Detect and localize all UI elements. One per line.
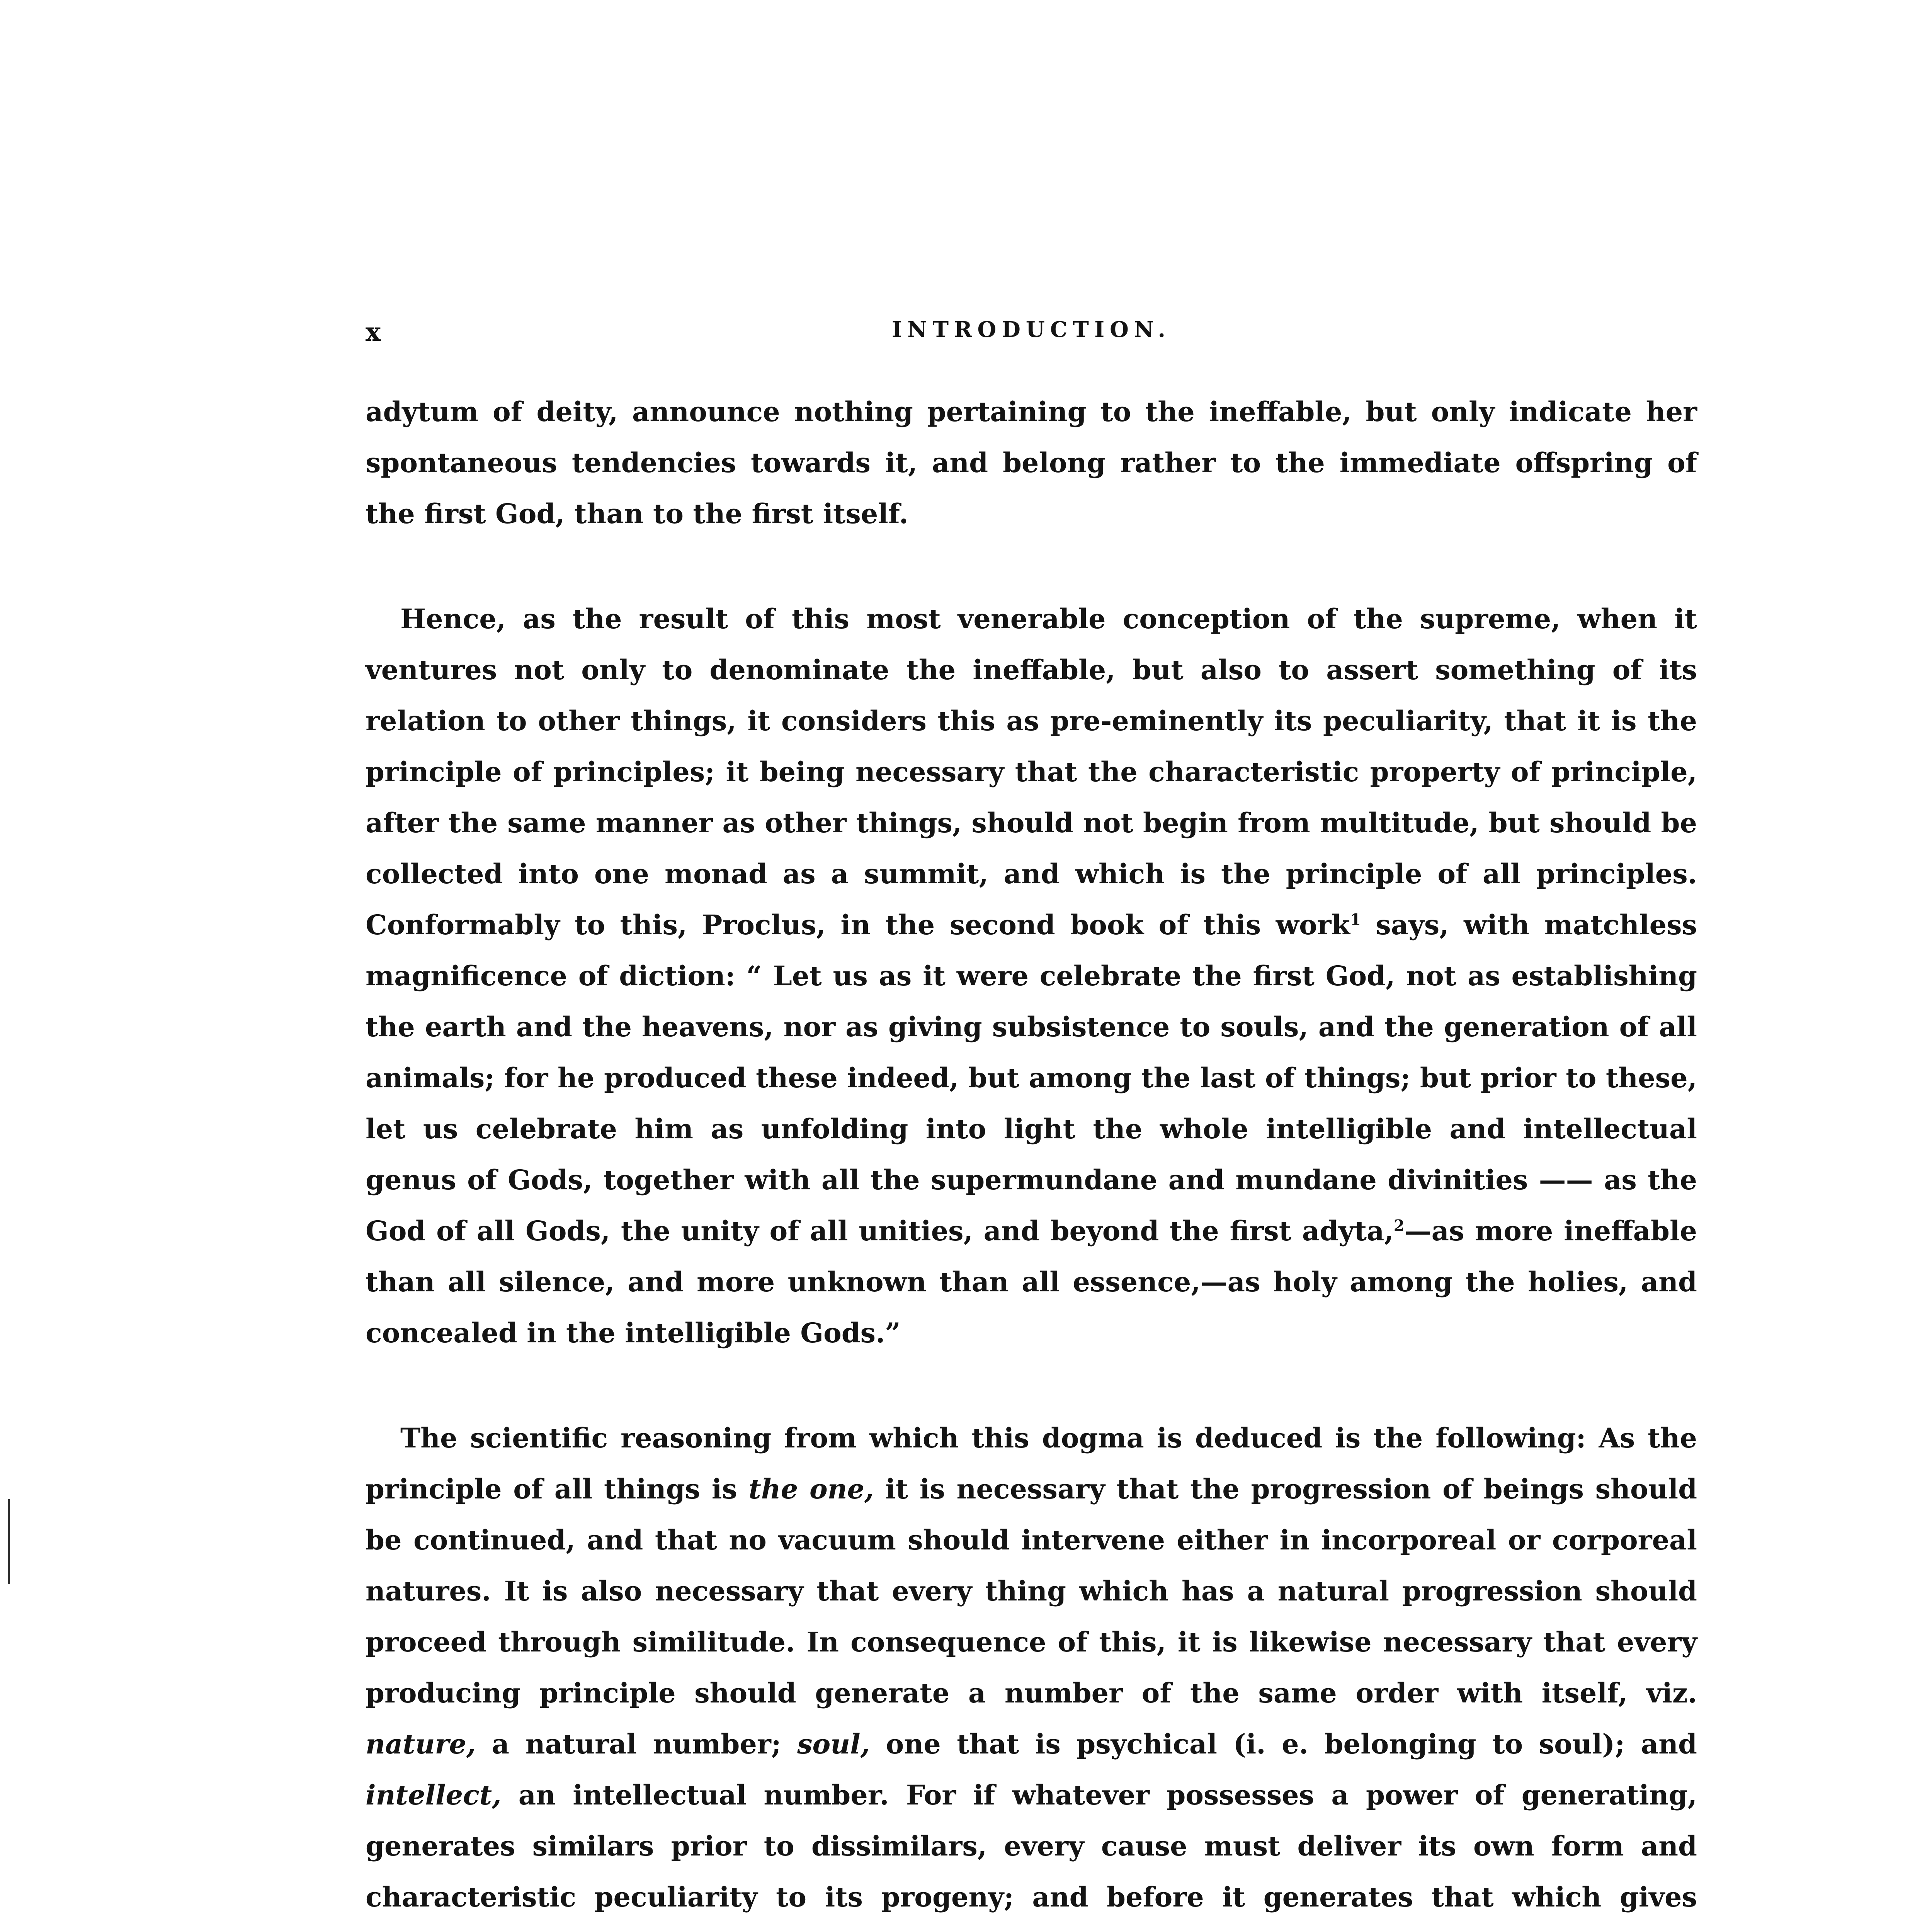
paragraph-2-text-b: says, with matchless magnificence of diction: “ Let us as it were celebrate the first God, not as establishing the earth and the heavens, nor as giving subsistence to souls, and the generation of all animals; for he produced these indeed, but among the last of things; but prior to these, let us celebrate him as unfolding into light the whole intelligible and intellectual genus of Gods, together with all the supermundane and mundane divinities —— as the God of all Gods, the unity of all unities, and beyond the first adyta, bbox=[366, 909, 1697, 1247]
body-text bbox=[366, 386, 1697, 1932]
footnote-ref-2: 2 bbox=[1393, 1216, 1405, 1235]
paragraph-2 bbox=[366, 594, 1697, 1359]
paragraph-3-emphasis-the-one: the one, bbox=[748, 1473, 874, 1505]
paragraph-3-text-c: a natural number; bbox=[476, 1728, 798, 1760]
page-header bbox=[366, 317, 1697, 355]
footnote-ref-1: 1 bbox=[1350, 910, 1361, 929]
paragraph-3-text-b: it is necessary that the progression of beings should be continued, and that no vacuum should intervene either in incorporeal or corporeal natures. It is also necessary that every thing which has a natural progression should proceed through similitude. In consequence of this, it is likewise necessary that every producing principle should generate a number of the same order with itself, viz. bbox=[366, 1473, 1697, 1709]
paragraph-2-text-a: Hence, as the result of this most venerable conception of the supreme, when it ventures not only to denominate the ineffable, but also to assert something of its relation to other things, it considers this as pre-eminently its peculiarity, that it is the principle of principles; it being necessary that the characteristic property of principle, after the same manner as other things, should not begin from multitude, but should be collected into one monad as a summit, and which is the principle of all principles. Conformably to this, Proclus, in the second book of this work bbox=[366, 603, 1697, 941]
paragraph-3-text-e: an intellectual number. For if whatever possesses a power of generating, generates similars prior to dissimilars, every cause must deliver its own form and characteristic peculiarity to its progeny; and before it generates that which gives bbox=[366, 1779, 1697, 1913]
paragraph-3-text-a: The scientific reasoning from which this dogma is deduced is the following: As the principle of all things is bbox=[366, 1422, 1697, 1505]
paragraph-3-text-d: one that is psychical (i. e. belonging to soul); and bbox=[870, 1728, 1697, 1760]
paragraph-3 bbox=[366, 1413, 1697, 1932]
paragraph-3-emphasis-intellect: intellect, bbox=[366, 1779, 502, 1811]
paragraph-3-emphasis-nature: nature, bbox=[366, 1728, 476, 1760]
paragraph-3-emphasis-soul: soul, bbox=[797, 1728, 870, 1760]
paragraph-1: adytum of deity, announce nothing pertaining to the ineffable, but only indicate her spontaneous tendencies towards it, and belong rather to the immediate offspring of the first God, than to the first itself. bbox=[366, 396, 1697, 530]
running-head: INTRODUCTION. bbox=[891, 317, 1171, 342]
scan-edge-mark bbox=[8, 1499, 10, 1584]
paragraph-2-text-c: —as more ineffable than all silence, and more unknown than all essence,—as holy among the holies, and concealed in the intelligible Gods.” bbox=[366, 1215, 1697, 1349]
page-number: x bbox=[366, 317, 381, 347]
